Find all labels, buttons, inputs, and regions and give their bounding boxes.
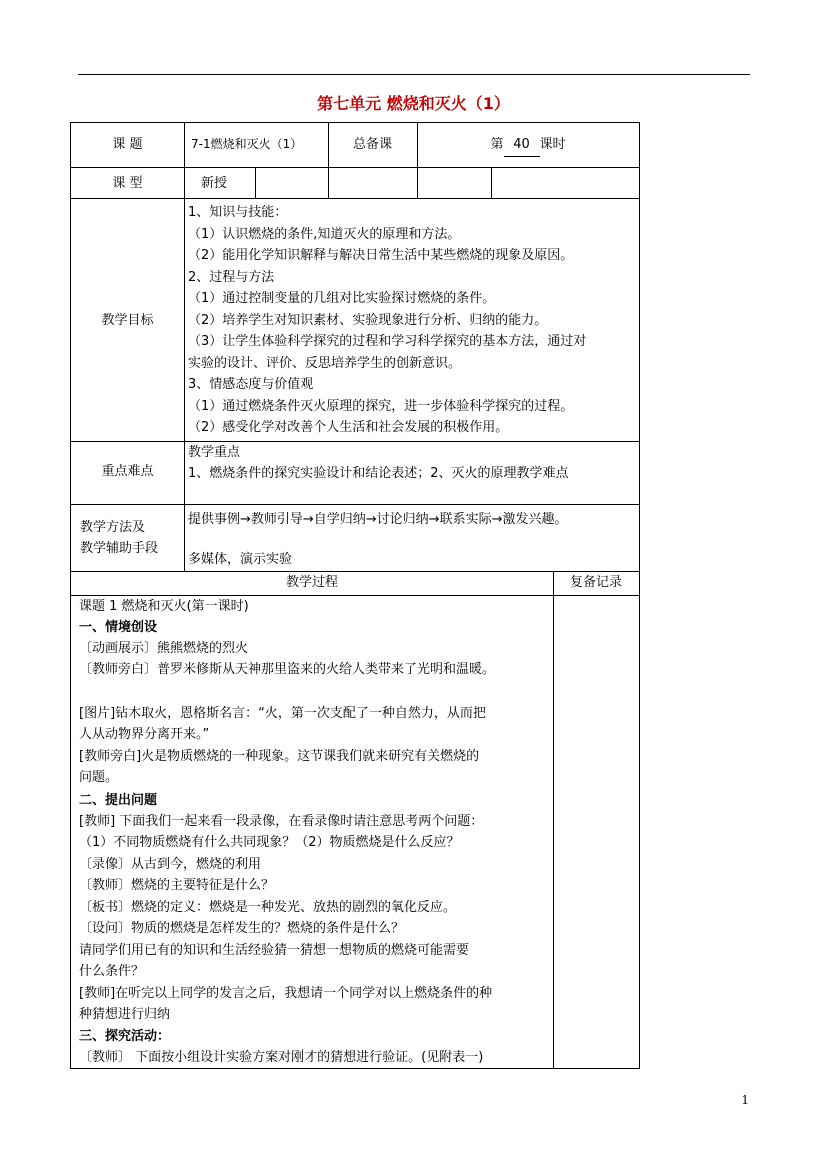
col-divider bbox=[184, 123, 185, 571]
process-line: [教师旁白]火是物质燃烧的一种现象。这节课我们就来研究有关燃烧的 bbox=[79, 749, 480, 764]
key-points-label: 重点难点 bbox=[101, 464, 154, 479]
objective-line: （1）认识燃烧的条件,知道灭火的原理和方法。 bbox=[188, 226, 461, 242]
objective-line: 1、知识与技能： bbox=[188, 205, 288, 220]
header-rule bbox=[78, 74, 750, 75]
page-number: 1 bbox=[741, 1093, 749, 1107]
record-header: 复备记录 bbox=[569, 575, 622, 590]
period-suffix: 课时 bbox=[539, 137, 566, 152]
process-line: 种猜想进行归纳 bbox=[79, 1007, 171, 1022]
topic-value: 7-1燃烧和灭火（1） bbox=[191, 137, 303, 151]
process-line: 什么条件？ bbox=[79, 964, 145, 979]
page-title: 第七单元 燃烧和灭火（1） bbox=[317, 94, 510, 113]
process-line: （1）不同物质燃烧有什么共同现象？（2）物质燃烧是什么反应？ bbox=[79, 835, 460, 850]
objective-line: （3）让学生体验科学探究的过程和学习科学探究的基本方法，通过对 bbox=[188, 334, 587, 349]
section-heading: 二、提出问题 bbox=[79, 793, 158, 808]
process-line: 问题。 bbox=[79, 770, 119, 785]
objective-line: 实验的设计、评价、反思培养学生的创新意识。 bbox=[188, 355, 462, 371]
methods-label-line2: 教学辅助手段 bbox=[80, 541, 159, 556]
section-heading: 一、情境创设 bbox=[79, 620, 158, 635]
objective-line: 2、过程与方法 bbox=[188, 269, 275, 285]
lesson-plan-table bbox=[70, 122, 640, 1069]
type-label: 课 型 bbox=[112, 176, 143, 191]
objective-line: （2）培养学生对知识素材、实验现象进行分析、归纳的能力。 bbox=[188, 312, 548, 328]
row-divider bbox=[71, 198, 639, 199]
objective-line: （2）能用化学知识解释与解决日常生活中某些燃烧的现象及原因。 bbox=[188, 248, 574, 263]
col-divider bbox=[491, 167, 492, 198]
row-divider bbox=[71, 441, 639, 442]
process-line: 〔录像〕从古到今，燃烧的利用 bbox=[79, 857, 262, 872]
process-line: 〔板书〕燃烧的定义：燃烧是一种发光、放热的剧烈的氧化反应。 bbox=[79, 900, 457, 915]
process-line: 人从动物界分离开来。” bbox=[79, 727, 210, 742]
process-line: 〔教师旁白〕普罗米修斯从天神那里盗来的火给人类带来了光明和温暖。 bbox=[79, 662, 496, 677]
objectives-label: 教学目标 bbox=[101, 313, 154, 328]
objective-line: （2）感受化学对改善个人生活和社会发展的积极作用。 bbox=[188, 420, 509, 435]
process-line: 课题 1 燃烧和灭火(第一课时) bbox=[79, 599, 249, 614]
row-divider bbox=[71, 504, 639, 505]
process-line: [教师] 下面我们一起来看一段录像，在看录像时请注意思考两个问题： bbox=[79, 814, 484, 829]
row-divider bbox=[71, 167, 639, 168]
section-heading: 三、探究活动： bbox=[79, 1029, 171, 1044]
methods-media: 多媒体，演示实验 bbox=[188, 552, 293, 567]
process-line: 〔设问〕物质的燃烧是怎样发生的？燃烧的条件是什么？ bbox=[79, 921, 405, 936]
key-points-line: 教学重点 bbox=[188, 445, 241, 460]
period-number bbox=[417, 134, 639, 157]
key-points-line: 1、燃烧条件的探究实验设计和结论表述；2、灭火的原理教学难点 bbox=[188, 466, 569, 481]
objective-line: 3、情感态度与价值观 bbox=[188, 377, 314, 392]
objective-line: （1）通过燃烧条件灭火原理的探究，进一步体验科学探究的过程。 bbox=[188, 398, 574, 414]
type-value: 新授 bbox=[201, 176, 228, 191]
topic-label: 课 题 bbox=[112, 137, 143, 152]
process-line: 〔教师〕 下面按小组设计实验方案对刚才的猜想进行验证。(见附表一) bbox=[79, 1050, 484, 1065]
col-divider bbox=[255, 167, 256, 198]
process-line: 〔教师〕燃烧的主要特征是什么？ bbox=[79, 878, 275, 893]
period-value: 40 bbox=[504, 134, 540, 157]
process-line: [教师]在听完以上同学的发言之后，我想请一个同学对以上燃烧条件的种 bbox=[79, 986, 493, 1001]
objective-line: （1）通过控制变量的几组对比实验探讨燃烧的条件。 bbox=[188, 291, 496, 306]
process-line: [图片]钻木取火，恩格斯名言：“火，第一次支配了一种自然力，从而把 bbox=[79, 706, 486, 721]
process-header: 教学过程 bbox=[285, 575, 338, 590]
methods-flow: 提供事例→教师引导→自学归纳→讨论归纳→联系实际→激发兴趣。 bbox=[188, 512, 568, 527]
process-line: 〔动画展示〕熊熊燃烧的烈火 bbox=[79, 641, 249, 656]
total-lessons-label: 总备课 bbox=[352, 137, 392, 152]
methods-label-line1: 教学方法及 bbox=[80, 520, 146, 535]
period-prefix: 第 bbox=[490, 137, 504, 152]
process-line: 请同学们用已有的知识和生活经验猜一猜想一想物质的燃烧可能需要 bbox=[79, 943, 470, 958]
col-divider bbox=[553, 571, 554, 1068]
